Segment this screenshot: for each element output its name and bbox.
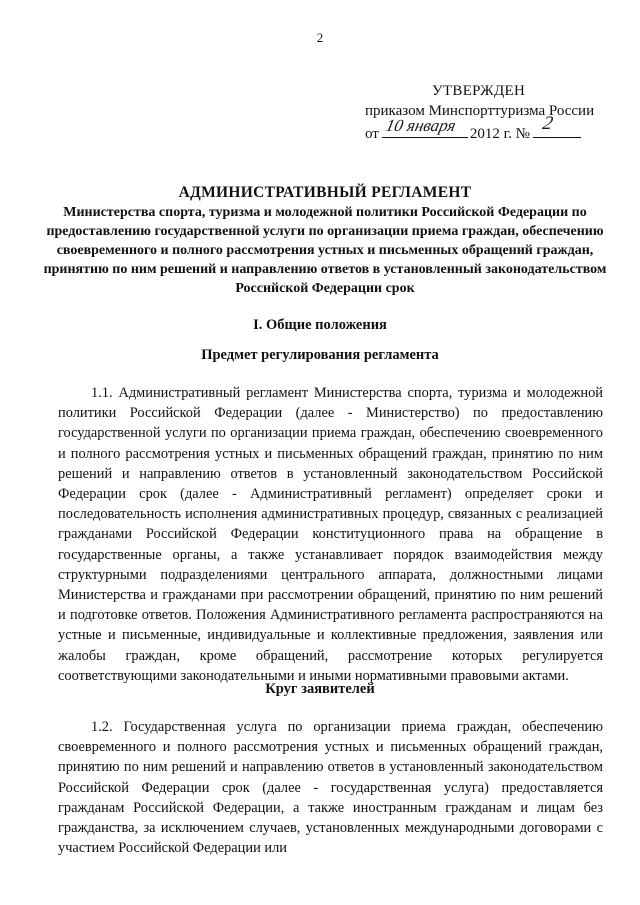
subsection-heading-subject: Предмет регулирования регламента — [201, 347, 439, 363]
approval-stamp-block — [365, 81, 625, 144]
approval-heading: УТВЕРЖДЕН — [432, 83, 526, 99]
document-title-block — [40, 183, 610, 298]
handwritten-date: 10 января — [383, 116, 458, 135]
handwritten-number: 2 — [540, 113, 555, 134]
number-blank — [533, 113, 581, 138]
subsection-heading-applicants: Круг заявителей — [265, 681, 375, 697]
paragraph-1-1: 1.1. Административный регламент Министерства спорта, туризма и молодежной политики Российской Федерации (далее - Министерство) по предоставлению государственной услуги по организации приема граждан, обеспечению своевременного и полного рассмотрения устных и письменных обращений граждан, принятию по ним решений и направлению ответов в установленный законодательством Российской Федерации срок (далее - Административный регламент) определяет сроки и последовательность исполнения административных процедур, связанных с реализацией гражданами Российской Федерации конституционного права на обращение в государственные органы, а также устанавливает порядок взаимодействия между структурными подразделениями центрального аппарата, должностными лицами Министерства и гражданами при рассмотрении обращений, принятию по ним решений и подготовке ответов. Положения Административного регламента распространяются на устные и письменные, индивидуальные и коллективные предложения, заявления или жалобы граждан, кроме обращений, рассмотрение которых регулируется соответствующими законодательными и иными нормативными правовыми актами. — [58, 385, 603, 684]
approval-order-line: приказом Минспорттуризма России — [365, 103, 595, 119]
approval-year-text: 2012 г. № — [469, 126, 530, 142]
page-number: 2 — [316, 30, 324, 45]
approval-prefix: от — [365, 126, 379, 142]
date-blank — [382, 116, 468, 138]
document-title: АДМИНИСТРАТИВНЫЙ РЕГЛАМЕНТ — [178, 184, 472, 201]
approval-date-line — [365, 113, 625, 144]
section-heading-general: I. Общие положения — [253, 317, 387, 333]
paragraph-1-2: 1.2. Государственная услуга по организации приема граждан, обеспечению своевременного и полного рассмотрения устных и письменных обращений граждан, принятию по ним решений и направлению ответов в установленный законодательством Российской Федерации срок (далее - государственная услуга) предоставляется гражданам Российской Федерации, а также иностранным гражданам и лицам без гражданства, за исключением случаев, установленных международными договорами с участием Российской Федерации или — [58, 719, 603, 857]
document-subtitle: Министерства спорта, туризма и молодежной политики Российской Федерации по предоставлению государственной услуги по организации приема граждан, обеспечению своевременного и полного рассмотрения устных и письменных обращений граждан, принятию по ним решений и направлению ответов в установленный законодательством Российской Федерации срок — [43, 205, 607, 296]
